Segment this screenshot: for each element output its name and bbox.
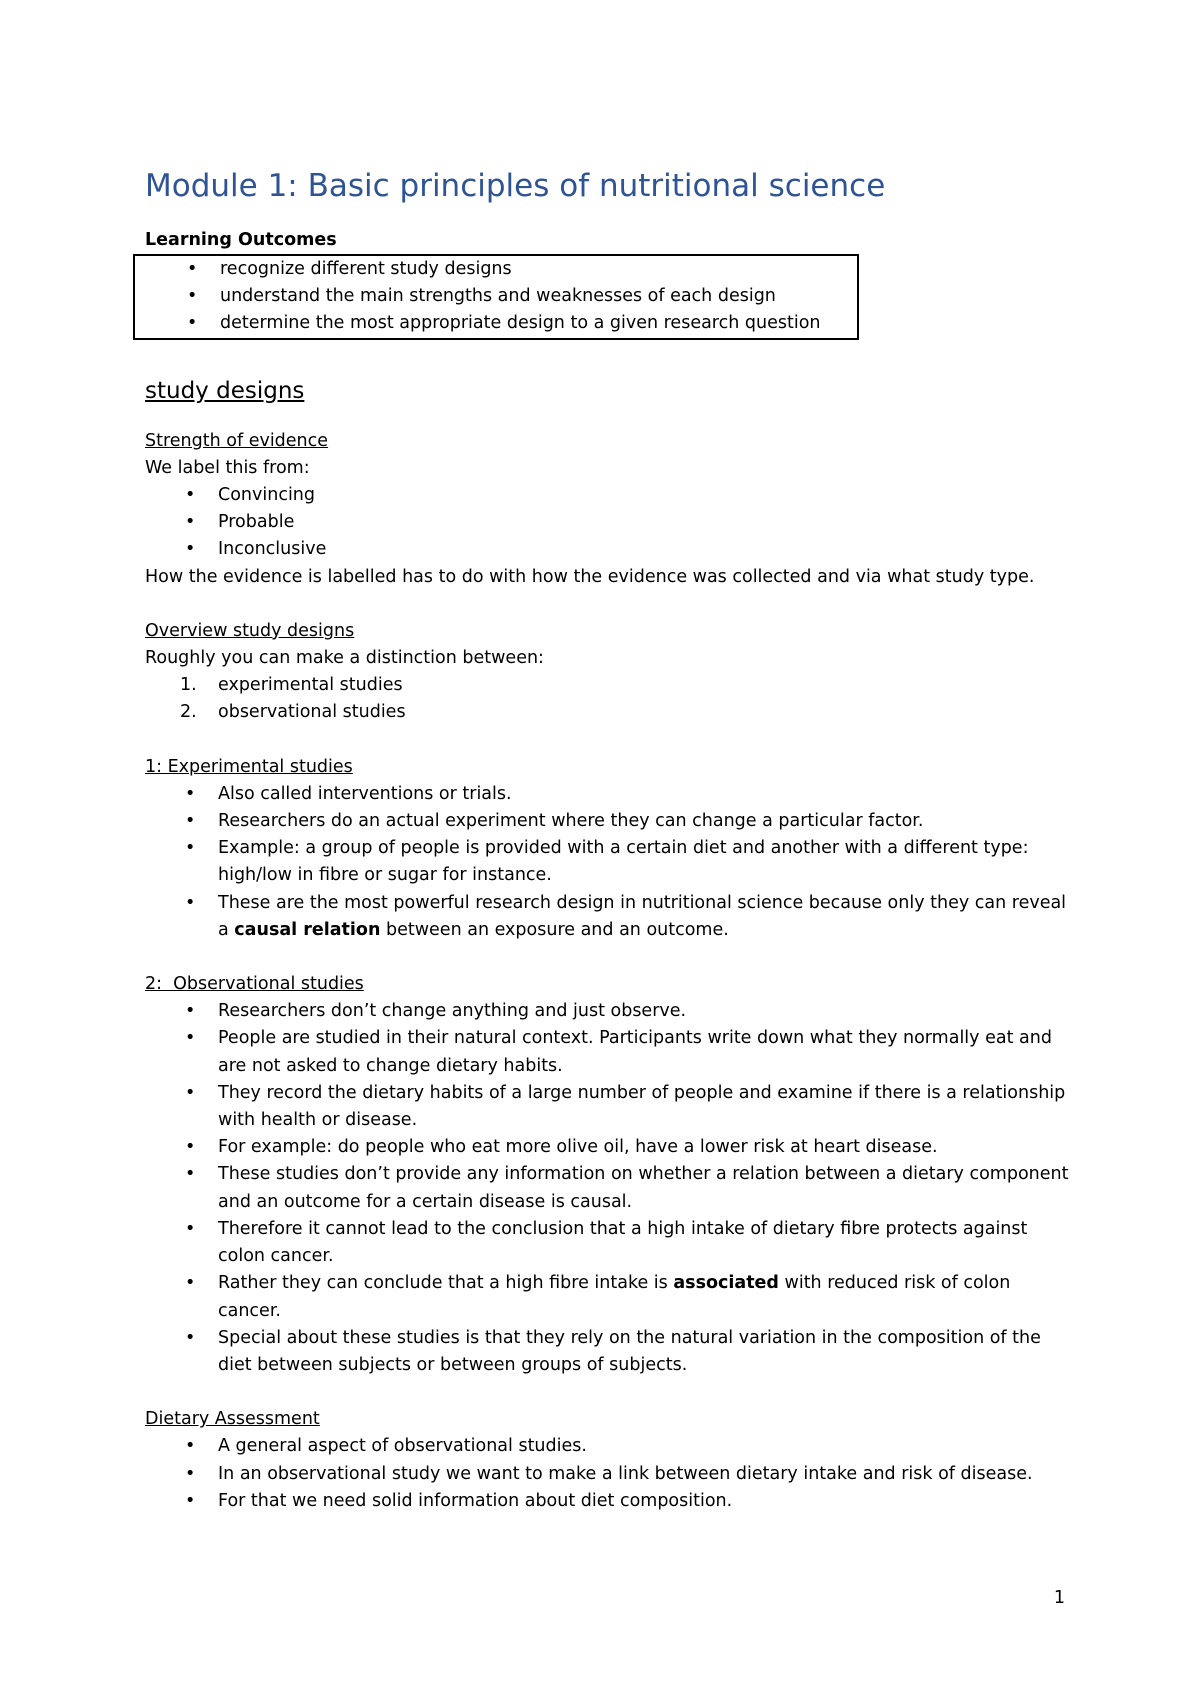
list-item: • A general aspect of observational studies. bbox=[145, 1433, 1075, 1460]
bullet-icon: • bbox=[185, 1218, 196, 1239]
list-number: 2. bbox=[180, 702, 197, 723]
list-item: • For that we need solid information about diet composition. bbox=[145, 1488, 1075, 1515]
list-item: • determine the most appropriate design to a given research question bbox=[147, 310, 857, 337]
bullet-icon: • bbox=[187, 286, 198, 307]
list-item: • People are studied in their natural context. Participants write down what they normally eat and are not asked to change dietary habits. bbox=[145, 1025, 1075, 1079]
spacer bbox=[145, 591, 1075, 618]
list-item: • In an observational study we want to make a link between dietary intake and risk of disease. bbox=[145, 1461, 1075, 1488]
bullet-icon: • bbox=[185, 1327, 196, 1348]
strength-heading: Strength of evidence bbox=[145, 430, 329, 451]
observational-heading: 2: Observational studies bbox=[145, 974, 364, 995]
bullet-icon: • bbox=[185, 783, 196, 804]
list-item: • For example: do people who eat more olive oil, have a lower risk at heart disease. bbox=[145, 1134, 1075, 1161]
bullet-icon: • bbox=[185, 512, 196, 533]
list-item: • They record the dietary habits of a large number of people and examine if there is a relationship with health or disease. bbox=[145, 1080, 1075, 1134]
bullet-icon: • bbox=[185, 1082, 196, 1103]
list-item: • recognize different study designs bbox=[147, 256, 857, 283]
bullet-icon: • bbox=[185, 811, 196, 832]
spacer bbox=[145, 1379, 1075, 1406]
overview-intro: Roughly you can make a distinction between: bbox=[145, 648, 544, 669]
list-item: • Inconclusive bbox=[145, 536, 1075, 563]
list-item: • understand the main strengths and weaknesses of each design bbox=[147, 283, 857, 310]
spacer bbox=[145, 727, 1075, 754]
learning-outcomes-heading: Learning Outcomes bbox=[145, 230, 337, 250]
bullet-icon: • bbox=[185, 892, 196, 913]
page-title: Module 1: Basic principles of nutritional science bbox=[145, 168, 886, 204]
bullet-icon: • bbox=[185, 1490, 196, 1511]
bullet-icon: • bbox=[185, 1273, 196, 1294]
emphasis-text: associated bbox=[673, 1273, 779, 1294]
observational-list bbox=[145, 998, 1075, 1379]
list-item: • Also called interventions or trials. bbox=[145, 781, 1075, 808]
experimental-heading: 1: Experimental studies bbox=[145, 756, 353, 777]
emphasis-text: causal relation bbox=[234, 919, 381, 940]
dietary-heading: Dietary Assessment bbox=[145, 1409, 320, 1430]
list-item: • Convincing bbox=[145, 482, 1075, 509]
list-item: • Rather they can conclude that a high fibre intake is associated with reduced risk of colon cancer. bbox=[145, 1270, 1075, 1324]
dietary-list bbox=[145, 1433, 1075, 1515]
bullet-icon: • bbox=[185, 1028, 196, 1049]
strength-intro: We label this from: bbox=[145, 457, 310, 478]
list-item: • Therefore it cannot lead to the conclusion that a high intake of dietary fibre protects against colon cancer. bbox=[145, 1216, 1075, 1270]
document-content bbox=[145, 167, 1075, 1515]
list-item: • Special about these studies is that they rely on the natural variation in the composition of the diet between subjects or between groups of subjects. bbox=[145, 1325, 1075, 1379]
bullet-icon: • bbox=[185, 539, 196, 560]
bullet-icon: • bbox=[185, 1001, 196, 1022]
spacer bbox=[145, 944, 1075, 971]
bullet-icon: • bbox=[185, 1463, 196, 1484]
list-item: • These are the most powerful research design in nutritional science because only they can reveal a causal relation between an exposure and an outcome. bbox=[145, 890, 1075, 944]
list-item: • Researchers don’t change anything and just observe. bbox=[145, 998, 1075, 1025]
strength-list bbox=[145, 482, 1075, 564]
list-item: 1. experimental studies bbox=[145, 672, 1075, 699]
bullet-icon: • bbox=[187, 259, 198, 279]
learning-outcomes-list bbox=[147, 256, 857, 338]
bullet-icon: • bbox=[185, 1436, 196, 1457]
bullet-icon: • bbox=[185, 1137, 196, 1158]
overview-heading: Overview study designs bbox=[145, 620, 355, 641]
bullet-icon: • bbox=[185, 838, 196, 859]
list-item: 2. observational studies bbox=[145, 699, 1075, 726]
list-number: 1. bbox=[180, 675, 197, 696]
overview-list bbox=[145, 672, 1075, 726]
experimental-list bbox=[145, 781, 1075, 944]
list-item: • These studies don’t provide any information on whether a relation between a dietary component and an outcome for a certain disease is causal. bbox=[145, 1161, 1075, 1215]
bullet-icon: • bbox=[185, 1164, 196, 1185]
bullet-icon: • bbox=[187, 313, 198, 334]
learning-outcomes-box bbox=[133, 254, 859, 340]
list-item: • Researchers do an actual experiment where they can change a particular factor. bbox=[145, 808, 1075, 835]
list-item: • Probable bbox=[145, 509, 1075, 536]
page-number: 1 bbox=[1053, 1588, 1065, 1608]
list-item: • Example: a group of people is provided with a certain diet and another with a different type: high/low in fibre or sugar for instance. bbox=[145, 835, 1075, 889]
section-heading: study designs bbox=[145, 377, 305, 404]
strength-note: How the evidence is labelled has to do with how the evidence was collected and via what study type. bbox=[145, 566, 1035, 587]
bullet-icon: • bbox=[185, 485, 196, 506]
